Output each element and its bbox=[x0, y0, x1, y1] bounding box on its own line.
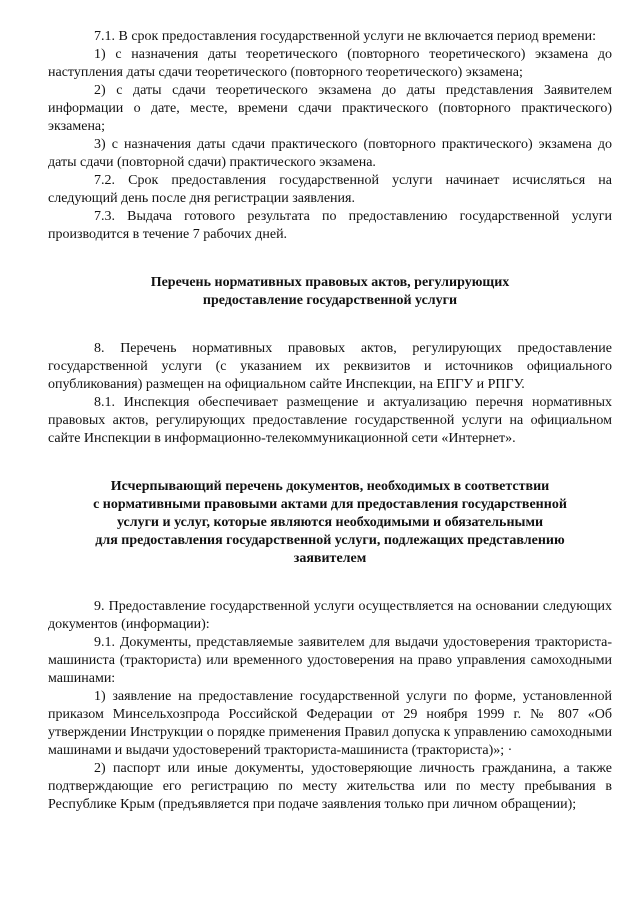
document-page bbox=[48, 28, 612, 814]
paragraph-7-3: 7.3. Выдача готового результата по предоставлению государственной услуги производится в течение 7 рабочих дней. bbox=[48, 209, 612, 242]
paragraph-9-1-item-2: 2) паспорт или иные документы, удостоверяющие личность гражданина, а также подтверждающие его регистрацию по месту жительства или по месту пребывания в Республике Крым (предъявляется при подаче заявления только при личном обращении); bbox=[48, 761, 612, 812]
heading-line: с нормативными правовыми актами для предоставления государственной bbox=[93, 497, 567, 512]
paragraph-9: 9. Предоставление государственной услуги осуществляется на основании следующих документов (информации): bbox=[48, 599, 612, 632]
heading-line: Перечень нормативных правовых актов, регулирующих bbox=[150, 275, 510, 290]
heading-line: предоставление государственной услуги bbox=[202, 293, 458, 308]
heading-line: услуги и услуг, которые являются необходимыми и обязательными bbox=[116, 515, 544, 530]
paragraph-8-1: 8.1. Инспекция обеспечивает размещение и актуализацию перечня нормативных правовых актов, регулирующих предоставление государственной услуги на официальном сайте Инспекции в информационно-телекоммуникационной сети «Интернет». bbox=[48, 395, 612, 446]
heading-line: заявителем bbox=[293, 551, 367, 566]
paragraph-7-1-item-2: 2) с даты сдачи теоретического экзамена до даты представления Заявителем информации о дате, месте, времени сдачи практического (повторного практического) экзамена; bbox=[48, 83, 612, 134]
paragraph-7-2: 7.2. Срок предоставления государственной услуги начинает исчисляться на следующий день после дня регистрации заявления. bbox=[48, 173, 612, 206]
paragraph-7-1: 7.1. В срок предоставления государственной услуги не включается период времени: bbox=[94, 29, 596, 44]
paragraph-9-1-item-1: 1) заявление на предоставление государственной услуги по форме, установленной приказом Минсельхозпрода Российской Федерации от 29 ноября 1999 г. № 807 «Об утверждении Инструкции о порядке применения Правил допуска к управлению самоходными машинами и выдачи удостоверений тракториста-машиниста (тракториста)»; · bbox=[48, 689, 612, 758]
paragraph-8: 8. Перечень нормативных правовых актов, регулирующих предоставление государственной услуги (с указанием их реквизитов и источников официального опубликования) размещен на официальном сайте Инспекции, на ЕПГУ и РПГУ. bbox=[48, 341, 612, 392]
paragraph-7-1-item-1: 1) с назначения даты теоретического (повторного теоретического) экзамена до наступления даты сдачи теоретического (повторного теоретического) экзамена; bbox=[48, 47, 612, 80]
section-heading-legal-acts bbox=[48, 274, 612, 310]
heading-line: Исчерпывающий перечень документов, необходимых в соответствии bbox=[110, 479, 550, 494]
section-heading-documents bbox=[48, 478, 612, 568]
heading-line: для предоставления государственной услуги, подлежащих представлению bbox=[95, 533, 565, 548]
paragraph-7-1-item-3: 3) с назначения даты сдачи практического (повторного практического) экзамена до даты сдачи (повторной сдачи) практического экзамена. bbox=[48, 137, 612, 170]
paragraph-9-1: 9.1. Документы, представляемые заявителем для выдачи удостоверения тракториста-машиниста (тракториста) или временного удостоверения на право управления самоходными машинами: bbox=[48, 635, 612, 686]
